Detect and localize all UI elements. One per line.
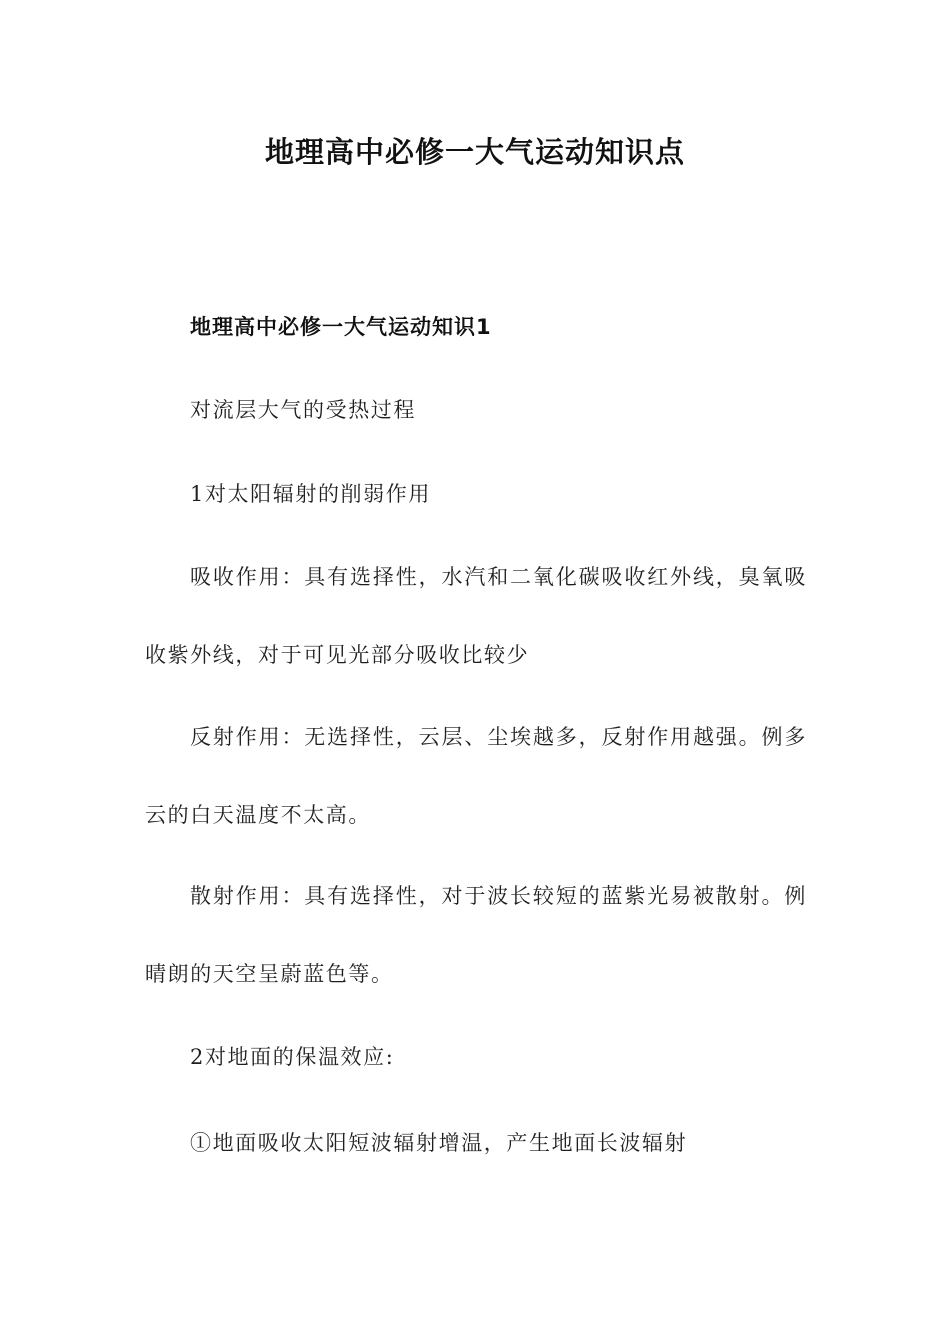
paragraph-scattering: 散射作用：具有选择性，对于波长较短的蓝紫光易被散射。例晴朗的天空呈蔚蓝色等。 xyxy=(145,884,807,986)
section-heading: 地理高中必修一大气运动知识1 xyxy=(190,315,492,339)
paragraph-reflection: 反射作用：无选择性，云层、尘埃越多，反射作用越强。例多云的白天温度不太高。 xyxy=(145,725,807,827)
paragraph-ground-radiation: ①地面吸收太阳短波辐射增温，产生地面长波辐射 xyxy=(190,1131,688,1155)
document-title: 地理高中必修一大气运动知识点 xyxy=(264,135,685,169)
paragraph-weakening-effect: 1对太阳辐射的削弱作用 xyxy=(190,482,431,506)
paragraph-absorption: 吸收作用：具有选择性，水汽和二氧化碳吸收红外线，臭氧吸收紫外线，对于可见光部分吸收比较少 xyxy=(145,565,807,667)
paragraph-heating-process: 对流层大气的受热过程 xyxy=(190,398,416,422)
paragraph-insulation-effect: 2对地面的保温效应: xyxy=(190,1045,395,1069)
